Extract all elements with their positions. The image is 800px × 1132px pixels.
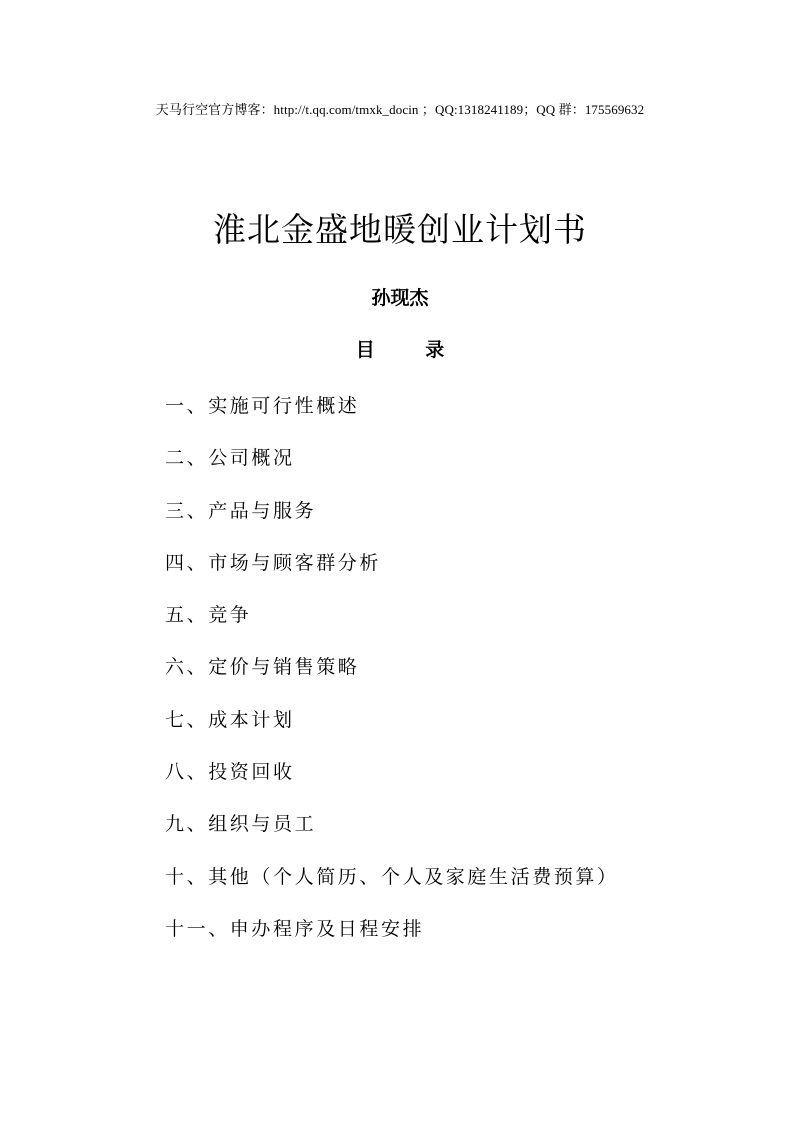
table-of-contents bbox=[165, 392, 619, 967]
toc-item: 二、公司概况 bbox=[165, 447, 295, 470]
document-title: 淮北金盛地暖创业计划书 bbox=[213, 210, 587, 249]
toc-item: 三、产品与服务 bbox=[165, 499, 317, 522]
toc-item: 十一、申办程序及日程安排 bbox=[165, 917, 425, 940]
toc-item: 六、定价与销售策略 bbox=[165, 656, 360, 679]
toc-item: 九、组织与员工 bbox=[165, 813, 317, 836]
toc-item: 五、竞争 bbox=[165, 604, 252, 627]
toc-item: 一、实施可行性概述 bbox=[165, 395, 360, 417]
toc-heading: 目 录 bbox=[355, 339, 445, 361]
toc-item: 四、市场与顾客群分析 bbox=[165, 551, 382, 574]
toc-item: 七、成本计划 bbox=[165, 708, 295, 731]
document-author: 孙现杰 bbox=[371, 287, 429, 309]
toc-item: 十、其他（个人简历、个人及家庭生活费预算） bbox=[165, 865, 619, 888]
page-header-text: 天马行空官方博客：http://t.qq.com/tmxk_docin ；QQ:1318241189；QQ 群：175569632 bbox=[155, 102, 645, 117]
toc-item: 八、投资回收 bbox=[165, 761, 295, 784]
